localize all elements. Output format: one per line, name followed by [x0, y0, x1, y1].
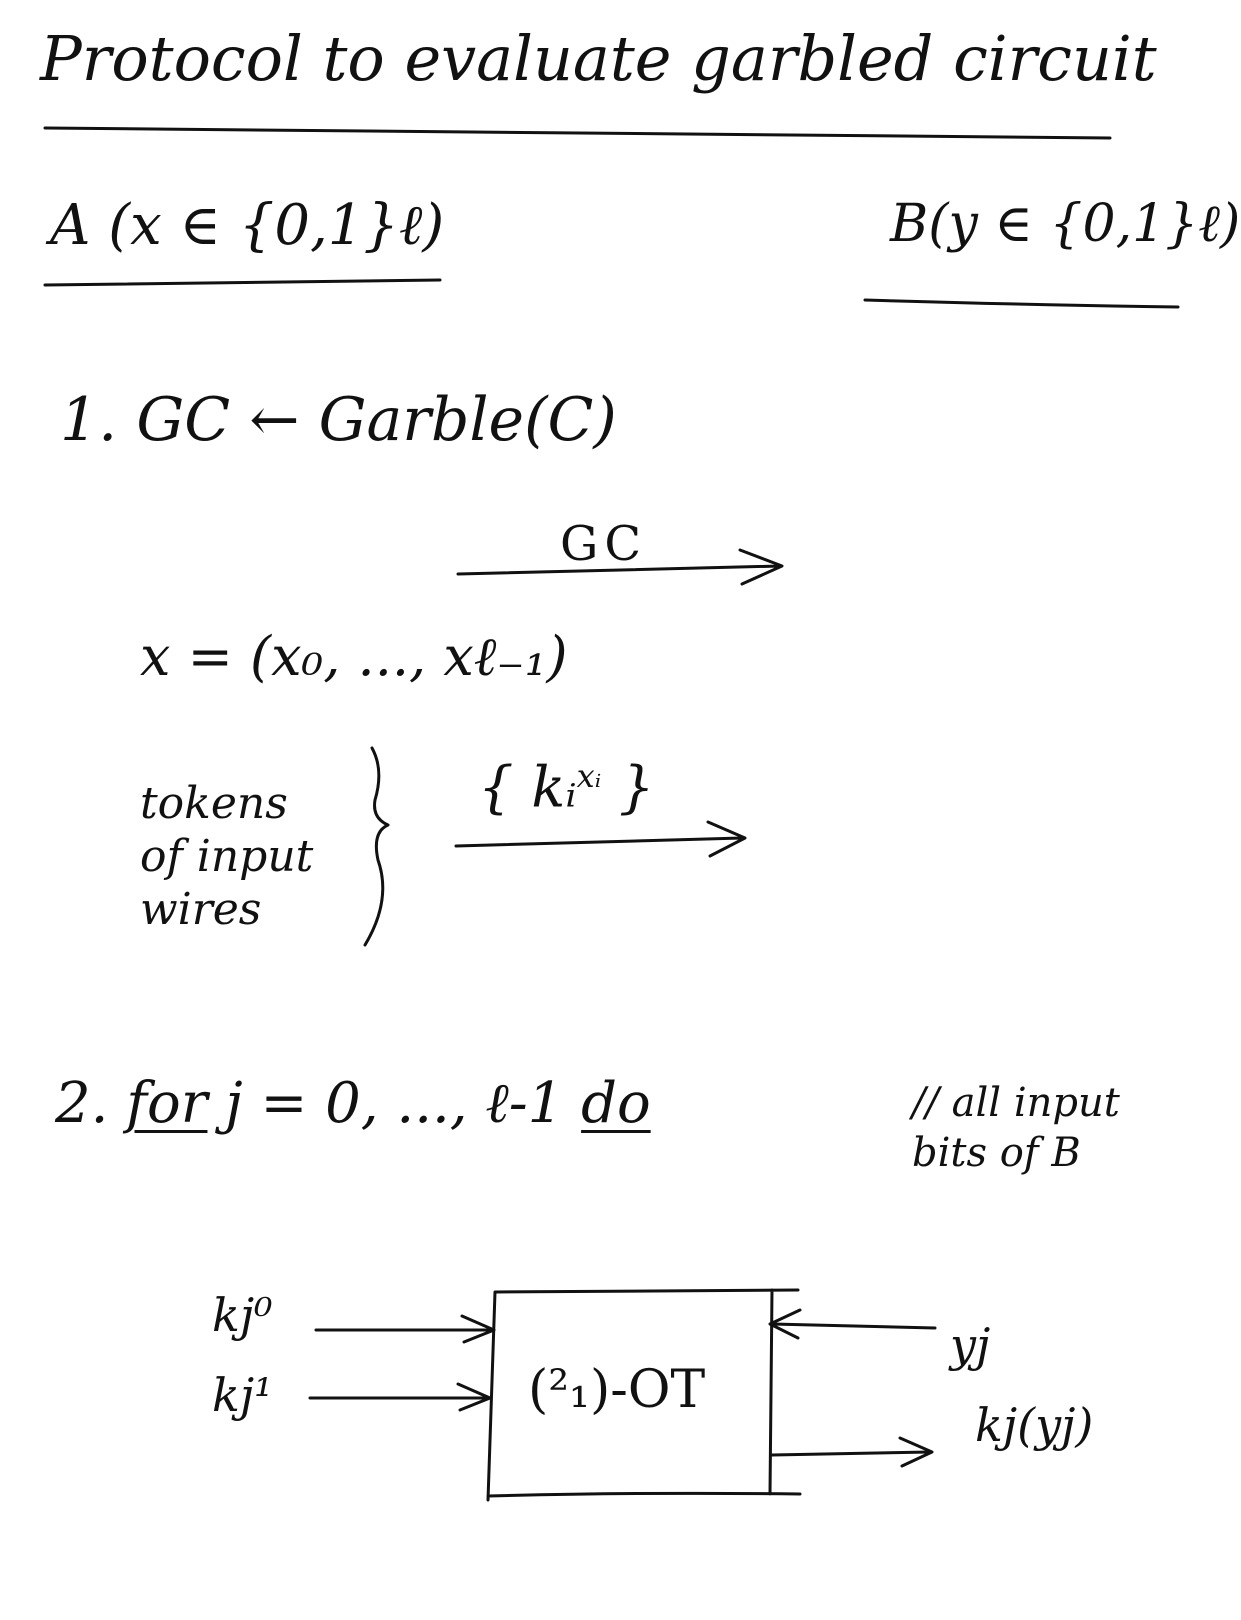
choice-arrow	[770, 1310, 935, 1338]
gc-message-label: GC	[560, 516, 648, 572]
party-a-label: A (x ∈ {0,1}ℓ)	[50, 193, 445, 258]
step-2	[55, 1071, 651, 1136]
do-keyword: do	[581, 1071, 651, 1136]
tokens-note	[140, 778, 313, 936]
ot-output: kj(yj)	[975, 1398, 1094, 1452]
token-set-sup: xᵢ	[576, 757, 602, 795]
ot-input-0: kj⁰	[212, 1288, 273, 1342]
tokens-line-2: of input	[140, 830, 314, 882]
token-set-close: }	[601, 755, 655, 821]
ot-choice-bit: yj	[950, 1318, 991, 1372]
input-0-arrow	[316, 1316, 494, 1342]
input-definition: x = (x₀, ..., xℓ₋₁)	[140, 625, 568, 688]
page-title: Protocol to evaluate garbled circuit	[40, 22, 1157, 95]
ot-box-label: (²₁)-OT	[528, 1360, 706, 1420]
token-set-arrow	[456, 822, 745, 856]
tokens-brace	[365, 748, 388, 945]
comment-line-1: // all input	[912, 1080, 1120, 1126]
comment-line-2: bits of B	[912, 1130, 1081, 1176]
party-b-label: B(y ∈ {0,1}ℓ)	[890, 194, 1241, 254]
title-underline	[45, 128, 1110, 138]
party-b-underline	[865, 300, 1178, 307]
output-arrow	[772, 1438, 932, 1466]
tokens-line-3: wires	[140, 883, 262, 935]
token-set-base: { kᵢ	[478, 755, 577, 821]
loop-range: j = 0, ..., ℓ-1	[225, 1071, 564, 1136]
input-1-arrow	[310, 1384, 490, 1410]
token-set-message	[478, 755, 655, 821]
for-keyword: for	[126, 1071, 208, 1136]
loop-comment	[912, 1078, 1120, 1178]
ot-input-1: kj¹	[212, 1368, 273, 1422]
step-2-number: 2.	[55, 1071, 109, 1136]
tokens-line-1: tokens	[140, 778, 288, 829]
party-a-underline	[45, 280, 440, 285]
step-1: 1. GC ← Garble(C)	[60, 385, 617, 455]
